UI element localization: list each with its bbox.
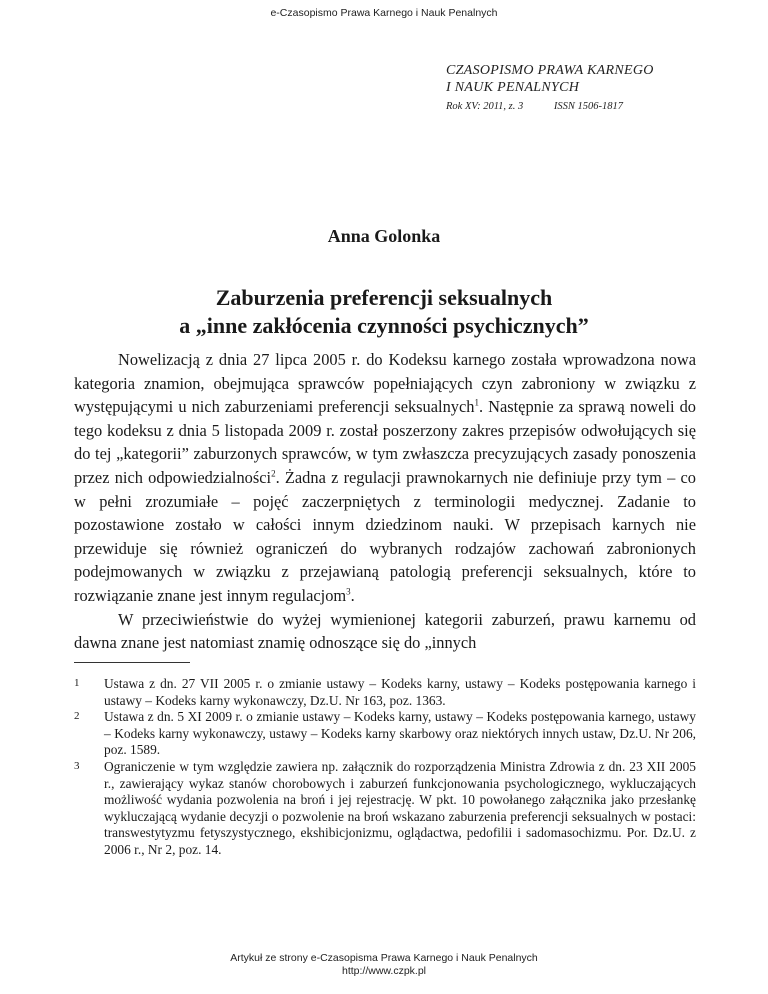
footnote-number: 1 [74, 677, 80, 689]
paragraph-1-part3: . Żadna z regulacji prawnokarnych nie definiuje przy tym – co w pełni zrozumiałe – pojęć zaczerpniętych z terminologii medycznej. Zadanie to pozostawione zostało w całości innym dziedzinom nauki. W przepisach karnych nie przewiduje się również ograniczeń do wybranych rodzajów zachowań zabronionych podejmowanych w związku z przejawianą patologią preferencji seksualnych, które to rozwiązanie znane jest innym regulacjom [74, 467, 697, 605]
journal-name-line1: CZASOPISMO PRAWA KARNEGO [446, 63, 654, 78]
footnotes [74, 676, 696, 859]
footnote-number: 3 [74, 759, 80, 772]
article-title [80, 284, 688, 340]
article-body [74, 348, 696, 655]
paragraph-1-part1: Nowelizacją z dnia 27 lipca 2005 r. do Kodeksu karnego została wprowadzona nowa kategoria znamion, obejmująca sprawców popełniających czyn zabroniony w związku z występującymi u nich zaburzeniami preferencji seksualnych [74, 350, 696, 417]
paragraph-1 [74, 348, 696, 608]
title-line2: a „inne zakłócenia czynności psychicznych” [179, 313, 589, 338]
paragraph-2: W przeciwieństwie do wyżej wymienionej kategorii zaburzeń, prawu karnemu od dawna znane jest natomiast znamię odnoszące się do „innych [74, 609, 696, 653]
author-name: Anna Golonka [327, 226, 441, 246]
footnote-ref-2[interactable]: 2 [271, 468, 276, 479]
footer-source: Artykuł ze strony e-Czasopisma Prawa Karnego i Nauk Penalnych [230, 952, 538, 964]
journal-volume: Rok XV: 2011, z. 3 [446, 101, 524, 112]
footnote-1 [74, 676, 696, 709]
header-banner: e-Czasopismo Prawa Karnego i Nauk Penalnych [270, 7, 498, 19]
footnote-2 [74, 709, 696, 759]
footer-url-link[interactable]: http://www.czpk.pl [341, 965, 427, 977]
footnote-number: 2 [74, 710, 80, 723]
footnote-text: Ustawa z dn. 27 VII 2005 r. o zmianie ustawy – Kodeks karny, ustawy – Kodeks postępowania karnego i ustawy – Kodeks karny wykonawczy, Dz.U. Nr 163, poz. 1363. [104, 676, 696, 708]
footnote-text: Ustawa z dn. 5 XI 2009 r. o zmianie ustawy – Kodeks karny, ustawy – Kodeks postępowania karnego, ustawy – Kodeks karny wykonawczy, ustawy – Kodeks karny skarbowy oraz niektórych innych ustaw, Dz.U. Nr 206, poz. 1589. [104, 709, 696, 758]
footnote-ref-3[interactable]: 3 [346, 586, 351, 597]
footer [0, 952, 768, 978]
paragraph-1-part2: . Następnie za sprawą noweli do tego kodeksu z dnia 5 listopada 2009 r. został poszerzony zakres przepisów odwołujących się do tej „kategorii” zaburzonych sprawców, w tym zwłaszcza precyzujących zasady ponoszenia przez nich odpowiedzialności [74, 397, 696, 487]
footnote-divider [74, 662, 190, 663]
footnote-text: Ograniczenie w tym względzie zawiera np. załącznik do rozporządzenia Ministra Zdrowia z dn. 23 XII 2005 r., zawierający wykaz stanów chorobowych i zaburzeń funkcjonowania psychologicznego, wykluczających możliwość wydania pozwolenia na broń i jej rejestrację. W pkt. 10 powołanego załącznika jako przesłankę wykluczającą wydanie decyzji o pozwolenie na broń wskazano zaburzenia preferencji seksualnych w postaci: transwestytyzmu fetyszystycznego, ekshibicjonizmu, oglądactwa, pedofilii i sadomasochizmu. Por. Dz.U. z 2006 r., Nr 2, poz. 14. [104, 758, 696, 857]
title-line1: Zaburzenia preferencji seksualnych [215, 285, 553, 310]
journal-name-line2: I NAUK PENALNYCH [446, 80, 580, 95]
journal-issn: ISSN 1506-1817 [553, 101, 624, 112]
journal-info [446, 62, 706, 115]
footnote-ref-1[interactable]: 1 [474, 397, 479, 408]
paragraph-1-part4: . [350, 585, 355, 605]
journal-meta [446, 98, 706, 115]
footnote-3 [74, 759, 696, 859]
